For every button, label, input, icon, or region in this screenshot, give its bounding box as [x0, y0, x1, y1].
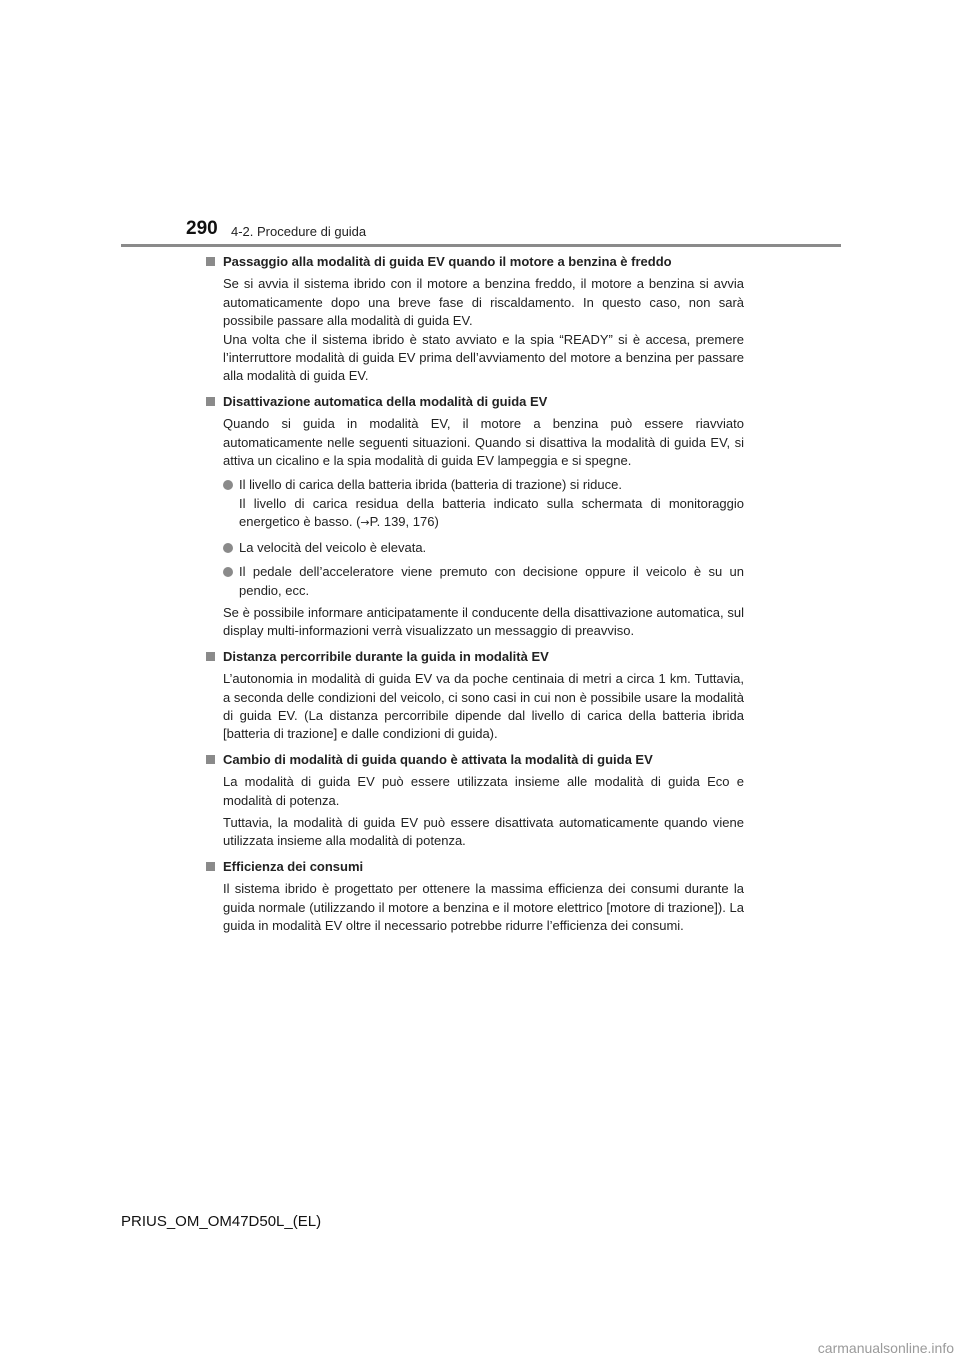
- paragraph: Quando si guida in modalità EV, il motore a benzina può essere riavviato automaticamente nelle seguenti situazioni. Quando si disattiva la modalità di guida EV, si attiva un cicalino e la spia modalità di guida EV lampeggia e si spegne.: [223, 416, 744, 469]
- list-item-text: Il livello di carica della batteria ibrida (batteria di trazione) si riduce.: [239, 477, 622, 493]
- footer-doc-code: PRIUS_OM_OM47D50L_(EL): [121, 1213, 322, 1230]
- circle-bullet-icon: [223, 567, 233, 577]
- list-item: [223, 563, 744, 600]
- list-item: [223, 539, 744, 557]
- section-header: 4-2. Procedure di guida: [231, 224, 367, 239]
- section-title: [206, 751, 744, 769]
- section-title-text: Passaggio alla modalità di guida EV quando il motore a benzina è freddo: [223, 254, 672, 269]
- page-number: 290: [186, 218, 218, 239]
- header-divider: [121, 244, 841, 247]
- section-title: [206, 858, 744, 876]
- section-title: [206, 393, 744, 411]
- list-item: [223, 476, 744, 532]
- section-title: [206, 648, 744, 666]
- square-bullet-icon: [206, 862, 215, 871]
- square-bullet-icon: [206, 397, 215, 406]
- section-title-text: Disattivazione automatica della modalità di guida EV: [223, 393, 548, 409]
- square-bullet-icon: [206, 257, 215, 266]
- paragraph: L’autonomia in modalità di guida EV va da poche centinaia di metri a circa 1 km. Tuttavia, a seconda delle condizioni del veicolo, ci sono casi in cui non è possibile usare la modalità di guida EV. (La distanza percorribile dipende dal livello di carica della batteria ibrida [batteria di trazione] e dalle condizioni di guida).: [223, 671, 744, 742]
- list-item-text: [239, 495, 744, 533]
- paragraph: [223, 275, 744, 385]
- paragraph: La modalità di guida EV può essere utilizzata insieme alle modalità di guida Eco e modalità di potenza.: [223, 774, 744, 808]
- paragraph: Il sistema ibrido è progettato per ottenere la massima efficienza dei consumi durante la guida normale (utilizzando il motore a benzina e il motore elettrico [motore di trazione]). La guida in modalità EV oltre il necessario potrebbe ridurre l’efficienza dei consumi.: [223, 881, 744, 933]
- list-item-text-part: Il livello di carica residua della batteria indicato sulla schermata di monitoraggio energetico è basso. (: [239, 495, 744, 530]
- page-reference-link[interactable]: P. 139, 176): [369, 514, 439, 530]
- square-bullet-icon: [206, 652, 215, 661]
- square-bullet-icon: [206, 755, 215, 764]
- page-content: [206, 253, 744, 935]
- list-item-text: Il pedale dell’acceleratore viene premuto con decisione oppure il veicolo è su un pendio, ecc.: [239, 564, 744, 598]
- circle-bullet-icon: [223, 480, 233, 490]
- section-title-text: Efficienza dei consumi: [223, 858, 364, 874]
- paragraph: Se è possibile informare anticipatamente il conducente della disattivazione automatica, sul display multi-informazioni verrà visualizzato un messaggio di preavviso.: [223, 604, 744, 639]
- paragraph-line: Se si avvia il sistema ibrido con il motore a benzina freddo, il motore a benzina si avvia automaticamente dopo una breve fase di riscaldamento. In questo caso, non sarà possibile passare alla modalità di guida EV.: [223, 276, 744, 329]
- circle-bullet-icon: [223, 543, 233, 553]
- arrow-right-icon: →: [360, 516, 370, 530]
- paragraph: Tuttavia, la modalità di guida EV può essere disattivata automaticamente quando viene utilizzata insieme alla modalità di potenza.: [223, 814, 744, 849]
- section-title: [206, 253, 744, 271]
- section-title-text: Cambio di modalità di guida quando è attivata la modalità di guida EV: [223, 751, 653, 767]
- list-item-text: La velocità del veicolo è elevata.: [239, 539, 427, 555]
- watermark: carmanualsonline.info: [817, 1340, 954, 1356]
- paragraph-line: Una volta che il sistema ibrido è stato avviato e la spia “READY” si è accesa, premere l’interruttore modalità di guida EV prima dell’avviamento del motore a benzina per passare alla modalità di guida EV.: [223, 331, 744, 384]
- section-title-text: Distanza percorribile durante la guida in modalità EV: [223, 648, 549, 664]
